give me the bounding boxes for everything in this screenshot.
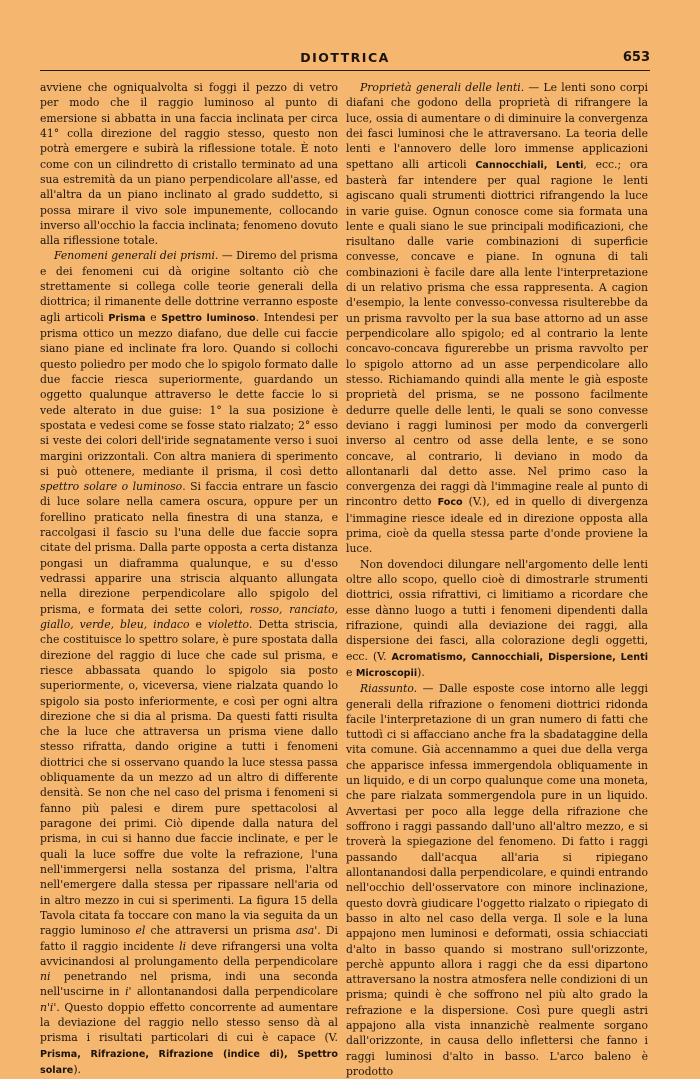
term-violetto: violetto [207, 617, 249, 631]
header-title: DIOTTRICA [300, 50, 390, 65]
text-run: e [346, 665, 356, 679]
cross-ref-spettro: Spettro luminoso [161, 312, 256, 324]
text-run: e [145, 310, 162, 324]
paragraph-summary [346, 681, 648, 1079]
text-run: che attraversi un prisma [145, 924, 296, 938]
symbol-ni: ni [40, 970, 51, 984]
text-run: — Dalle esposte cose intorno alle leggi generali della rifrazione o fenomeni diottrici ridonda facile l'interpretazione di un gran numero di fatti che tuttodì ci si affacciano anche fra la sbadataggine della vita comune. Già accennammo a quei due della verga che apparisce infessa immergendola obliquamente in un liquido, e di un corpo qualunque come una moneta, che pare rialzata sommergendola pure in un liquido. Avvertasi per poco alla legge della rifrazione che soffrono i raggi passando dall'uno all'altro mezzo, e si troverà la spiegazione del fenomeno. Di fatto i raggi passando dall'acqua all'aria si ripiegano allontanandosi dalla perpendicolare, e quindi entrando nell'occhio dell'osservatore con minore inclinazione, questo dovrà giudicare l'oggetto rialzato o ripiegato di basso in alto nel caso della verga. Il sole e la luna appajono men luminosi e deformati, ossia schiacciati d'alto in basso quando si mostrano sull'orizzonte, perchè appunto allora i raggi che da essi dipartono attraversano la nostra atmosfera nelle condizioni di un prisma; quindi è che soffrono nel più alto grado la refrazione e la dispersione. Così pure quegli astri appajono alla vista innanzichè realmente sorgano dall'orizzonte, in causa dello inflettersi che fanno i raggi luminosi d'alto in basso. L'arco baleno è prodotto [346, 682, 648, 1078]
cross-ref-microscopii: Microscopii [355, 667, 418, 679]
cross-ref-foco: Foco [437, 497, 463, 509]
cross-refs-acromatismo: Acromatismo, Cannocchiali, Dispersione, Lenti [391, 651, 648, 663]
section-heading-summary: Riassunto. [360, 682, 418, 696]
symbol-el: el [135, 924, 146, 938]
header-rule [40, 70, 650, 71]
symbol-asa: asa' [295, 924, 318, 938]
right-column [346, 80, 648, 1079]
text-run: ). [73, 1063, 81, 1076]
left-column [40, 80, 338, 1078]
text-run: . Intendesi per prisma ottico un mezzo diafano, due delle cui faccie siano piane ed inclinate fra loro. Quando si collochi questo poliedro per modo che lo spigolo formato dalle due faccie riesca superiormente, guardando un oggetto qualunque attraverso le dette faccie lo si vede alterato in due guise: 1° la sua posizione è spostata e vedesi come se fosse stato rialzato; 2° esso si veste dei colori dell'iride segnatamente verso i suoi margini orizzontali. Con altra maniera di sperimento si può ottenere, mediante il prisma, il così detto [40, 310, 338, 478]
text-run: allontanandosi dalla perpendicolare [131, 985, 338, 999]
term-colors: rosso, ranciato, giallo, verde, bleu, indaco [40, 602, 338, 631]
symbol-i-prime: i' [125, 985, 132, 999]
cross-refs-lenti: Cannocchiali, Lenti [475, 159, 584, 171]
running-header [40, 50, 650, 72]
text-run: — Diremo del prisma e dei fenomeni cui dà origine soltanto ciò che strettamente si collega colle teorie generali della diottrica; il rimanente delle dottrine verranno esposte agli articoli [40, 249, 338, 324]
text-run: . Detta striscia, che costituisce lo spettro solare, è pure spostata dalla direzione del raggio di luce che cade sul prisma, e riesce abbassata quando lo spigolo sia posto superiormente, o, viceversa, viene rialzata quando lo spigolo sia posto inferiormente, e così per ogni altra direzione che si dia al prisma. Da questi fatti risulta che la luce che attraversa un prisma viene dallo stesso rifratta, dando origine a tutti i fenomeni diottrici che si osservano quando la luce stessa passa obliquamente da un mezzo ad un altro di differente densità. Se non che nel caso del prisma i fenomeni si fanno più palesi e direm pure spettacolosi al paragone dei primi. Ciò dipende dalla natura del prisma, in cui si hanno due faccie inclinate, e per le quali la luce soffre due volte la refrazione, l'una nell'immergersi nella sostanza del prisma, l'altra nell'emergere dalla stessa per ripassare nell'aria od in altro mezzo in cui si sperimenti. La figura 15 della Tavola citata fa toccare con mano la via seguita da un raggio luminoso [40, 617, 338, 938]
paragraph-total-reflection: avviene che ogniqualvolta si foggi il pezzo di vetro per modo che il raggio luminoso al punto di emersione si abbatta in una faccia inclinata per circa 41° colla direzione del raggio stesso, questo non potrà emergere e subirà la riflessione totale. È noto come con un cilindretto di cristallo terminato ad una sua estremità da un piano perpendicolare all'asse, ed all'altra da un piano inclinato al grado suddetto, si possa mirare il vivo sole impunemente, collocando inverso all'occhio la faccia inclinata; fenomeno dovuto alla riflessione totale. [40, 81, 338, 248]
text-run: . Questo doppio effetto concorrente ad aumentare la deviazione del raggio nello stesso senso dà al prisma i risultati particolari di cui è capace (V. [40, 1000, 338, 1045]
paragraph-lenses [346, 80, 648, 557]
text-run: deve rifrangersi una volta avvicinandosi al prolungamento della perpendicolare [40, 939, 339, 968]
text-run: . Di fatto il raggio incidente [40, 924, 338, 953]
cross-refs-prisma-group: Prisma, Rifrazione, Rifrazione (indice di), Spettro solare [40, 1048, 338, 1076]
paragraph-lens-phenomena [346, 557, 648, 682]
text-run: . Si faccia entrare un fascio di luce solare nella camera oscura, oppure per un forellino praticato nella finestra di una stanza, e raccolgasi il fascio su l'una delle due faccie sopra citate del prisma. Dalla parte opposta a certa distanza pongasi un diaframma qualunque, e su d'esso vedrassi apparire una striscia alquanto allungata nella direzione perpendicolare allo spigolo del prisma, e formata dei sette colori, [40, 480, 338, 616]
symbol-li: li [179, 939, 187, 953]
term-spettro: spettro solare o luminoso [40, 480, 183, 494]
symbol-ni-prime: n'i' [40, 1000, 57, 1014]
section-heading-lenses: Proprietà generali delle lenti. [360, 81, 525, 94]
text-run: penetrando nel prisma, indi una seconda nell'uscirne in [40, 970, 338, 999]
text-run: Non dovendoci dilungare nell'argomento delle lenti oltre allo scopo, quello cioè di dimostrarle strumenti diottrici, ossia rifrattivi, ci limitiamo a ricordare che esse dànno luogo a tutti i fenomeni dipendenti dalla rifrazione, quindi alla deviazione dei raggi, alla dispersione dei fasci, alla colorazione degli oggetti, ecc. (V. [346, 557, 648, 663]
text-run: — Le lenti sono corpi diafani che godono della proprietà di rifrangere la luce, ossia di aumentare o di diminuire la convergenza dei fasci luminosi che le attraversano. La teoria delle lenti e l'annovero delle loro immense applicazioni spettano alli articoli [346, 81, 648, 171]
section-heading-prisms: Fenomeni generali dei prismi. [54, 249, 219, 263]
text-run: (V.), ed in quello di divergenza l'immagine riesce ideale ed in direzione opposta alla prima, cioè da quella stessa parte d'onde proviene la luce. [346, 495, 649, 556]
text-run: , ecc.; ora basterà far intendere per qual ragione le lenti agiscano quali strumenti diottrici rifrangendo la luce in varie guise. Ognun conosce come sia formata una lente e quali siano le sue principali modificazioni, che risultano dalle varie combinazioni di superficie convesse, concave e piane. In ognuna di tali combinazioni è facile dare alla lente l'interpretazione di un relativo prisma che essa rappresenta. A cagion d'esempio, la lente convesso-convessa risulterebbe da un prisma ravvolto per la sua base attorno ad un asse perpendicolare allo spigolo; ed al contrario la lente concavo-concava figurerebbe un prisma ravvolto per lo spigolo attorno ad un asse perpendicolare allo stesso. Richiamando quindi alla mente le già esposte proprietà del prisma, se ne possono facilmente dedurre quelle delle lenti, le quali se sono convesse deviano i raggi luminosi per modo da convergerli inverso al centro od asse della lente, e se sono concave, al contrario, li deviano in modo da allontanarli dal detto asse. Nel primo caso la convergenza dei raggi dà l'immagine reale al punto di rincontro detto [346, 157, 648, 509]
paragraph-prisms [40, 248, 338, 1078]
page-number: 653 [622, 50, 650, 65]
text-run: ). [417, 665, 425, 679]
cross-ref-prisma: Prisma [108, 312, 146, 324]
text-run: e [189, 617, 208, 631]
